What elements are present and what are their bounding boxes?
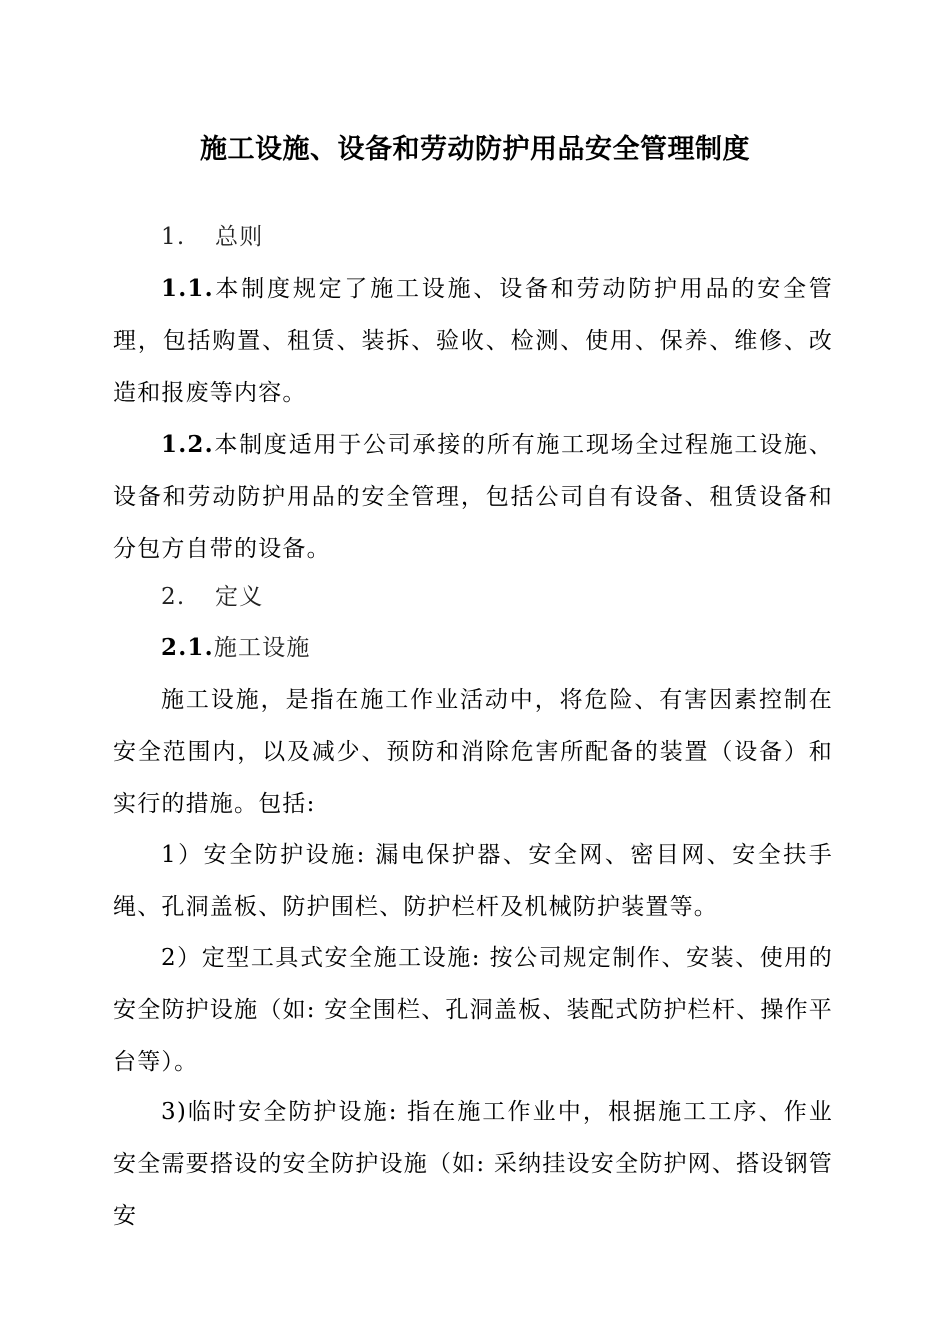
paragraph-text: 施工设施，是指在施工作业活动中，将危险、有害因素控制在安全范围内，以及减少、预防和消除危害所配备的装置（设备）和实行的措施。包括: [113, 687, 833, 817]
subsection-heading-text: 施工设施 [213, 635, 311, 661]
paragraph-number: 1.2. [161, 431, 214, 458]
section-heading-text: 定义 [215, 584, 264, 610]
list-item-text: 3)临时安全防护设施: 指在施工作业中，根据施工工序、作业安全需要搭设的安全防护设施（如: 采纳挂设安全防护网、搭设钢管安 [113, 1099, 833, 1229]
paragraph-text: 本制度规定了施工设施、设备和劳动防护用品的安全管理，包括购置、租赁、装拆、验收、检测、使用、保养、维修、改造和报废等内容。 [113, 276, 833, 406]
list-item-1 [113, 829, 833, 933]
section-heading-text: 总则 [215, 224, 264, 250]
paragraph-number: 1.1. [161, 275, 214, 302]
list-item-text: 1）安全防护设施: 漏电保护器、安全网、密目网、安全扶手绳、孔洞盖板、防护围栏、防护栏杆及机械防护装置等。 [113, 842, 833, 920]
section-heading-2 [113, 571, 833, 623]
section-number: 1. [161, 224, 186, 250]
list-item-2 [113, 932, 833, 1088]
document-title: 施工设施、设备和劳动防护用品安全管理制度 [200, 134, 750, 165]
paragraph-1-2 [113, 419, 833, 575]
subsection-heading-2-1 [113, 622, 833, 674]
paragraph-definition [113, 674, 833, 830]
subsection-number: 2.1. [161, 634, 214, 661]
section-heading-1 [113, 211, 833, 263]
list-item-text: 2）定型工具式安全施工设施: 按公司规定制作、安装、使用的安全防护设施（如: 安全围栏、孔洞盖板、装配式防护栏杆、操作平台等）。 [113, 945, 833, 1075]
paragraph-1-1 [113, 263, 833, 419]
section-number: 2. [161, 584, 186, 610]
paragraph-text: 本制度适用于公司承接的所有施工现场全过程施工设施、设备和劳动防护用品的安全管理，包括公司自有设备、租赁设备和分包方自带的设备。 [113, 432, 833, 562]
list-item-3 [113, 1086, 833, 1242]
